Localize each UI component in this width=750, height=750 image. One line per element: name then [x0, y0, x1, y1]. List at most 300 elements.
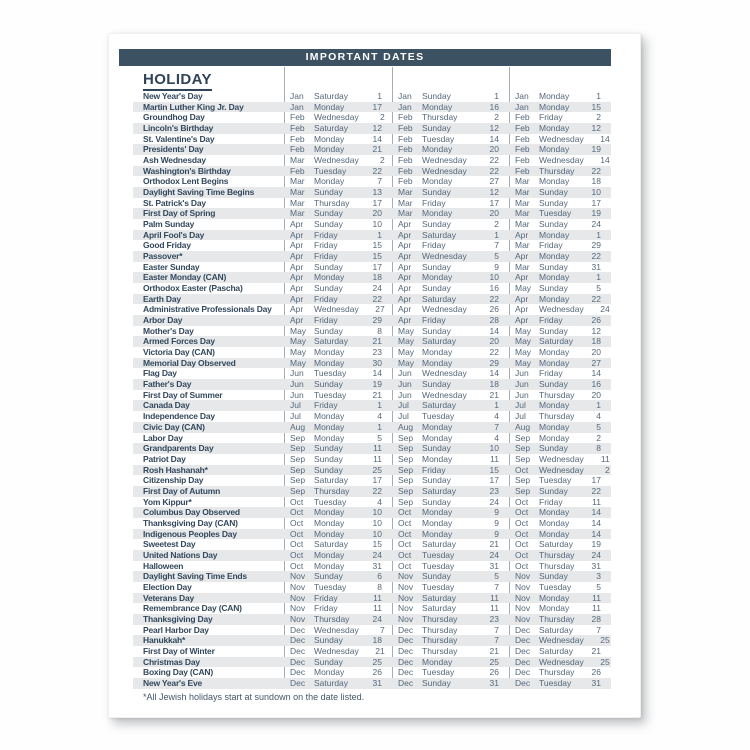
- table-row: [133, 422, 611, 433]
- table-row: [133, 657, 611, 668]
- month-abbrev: Sep: [398, 432, 414, 443]
- date-column-2: [392, 112, 509, 123]
- date-column-2: [392, 315, 509, 326]
- date-number: 31: [489, 560, 499, 571]
- date-column-3: [509, 262, 611, 273]
- weekday: Monday: [422, 208, 453, 219]
- weekday: Friday: [539, 240, 563, 251]
- month-abbrev: Apr: [398, 304, 412, 315]
- month-abbrev: Oct: [398, 539, 412, 550]
- date-column-2: [392, 635, 509, 646]
- date-column-1: [284, 529, 392, 540]
- date-column-1: [284, 272, 392, 283]
- date-column-2: [392, 347, 509, 358]
- date-column-2: [392, 443, 509, 454]
- holiday-name: Sweetest Day: [143, 539, 196, 550]
- month-abbrev: Dec: [398, 645, 414, 656]
- date-number: 22: [489, 347, 499, 358]
- weekday: Sunday: [422, 187, 451, 198]
- weekday: Tuesday: [422, 581, 455, 592]
- date-column-2: [392, 91, 509, 102]
- weekday: Friday: [422, 315, 446, 326]
- month-abbrev: Feb: [398, 112, 413, 123]
- table-row: [133, 155, 611, 166]
- weekday: Friday: [539, 112, 563, 123]
- date-number: 9: [494, 517, 499, 528]
- table-row: [133, 614, 611, 625]
- holiday-name: United Nations Day: [143, 549, 218, 560]
- month-abbrev: Apr: [398, 315, 412, 326]
- weekday: Sunday: [314, 656, 343, 667]
- weekday: Friday: [314, 240, 338, 251]
- date-number: 11: [373, 443, 382, 454]
- month-abbrev: Dec: [515, 645, 531, 656]
- table-row: [133, 102, 611, 113]
- date-number: 18: [372, 635, 382, 646]
- holiday-name: Easter Sunday: [143, 261, 200, 272]
- month-abbrev: Jul: [398, 400, 409, 411]
- month-abbrev: Sep: [290, 464, 306, 475]
- date-column-2: [392, 657, 509, 668]
- weekday: Sunday: [539, 261, 568, 272]
- month-abbrev: Nov: [515, 613, 531, 624]
- date-number: 7: [494, 240, 499, 251]
- date-number: 3: [596, 571, 601, 582]
- weekday: Wednesday: [539, 464, 584, 475]
- holiday-name: Palm Sunday: [143, 219, 195, 230]
- date-number: 19: [372, 379, 382, 390]
- date-column-2: [392, 144, 509, 155]
- holiday-name: Thanksgiving Day: [143, 613, 213, 624]
- date-column-3: [509, 422, 611, 433]
- weekday: Monday: [314, 528, 345, 539]
- date-column-3: [509, 571, 611, 582]
- date-column-2: [392, 219, 509, 230]
- month-abbrev: Nov: [398, 592, 414, 603]
- holiday-name: Indigenous Peoples Day: [143, 528, 237, 539]
- month-abbrev: Sep: [515, 443, 531, 454]
- date-column-1: [284, 240, 392, 251]
- table-row: [133, 550, 611, 561]
- weekday: Saturday: [422, 293, 457, 304]
- date-number: 2: [596, 432, 601, 443]
- date-column-2: [392, 400, 509, 411]
- date-number: 23: [489, 485, 499, 496]
- weekday: Monday: [422, 347, 453, 358]
- date-column-3: [509, 667, 611, 678]
- date-number: 11: [592, 603, 601, 614]
- date-number: 1: [377, 229, 382, 240]
- date-number: 1: [494, 91, 499, 101]
- holiday-name: Arbor Day: [143, 315, 183, 326]
- weekday: Sunday: [539, 379, 568, 390]
- weekday: Monday: [539, 347, 570, 358]
- holiday-name: Election Day: [143, 581, 192, 592]
- holiday-name: Easter Monday (CAN): [143, 272, 227, 283]
- date-number: 19: [591, 539, 601, 550]
- holiday-name: Orthodox Easter (Pascha): [143, 283, 243, 294]
- month-abbrev: Nov: [515, 571, 531, 582]
- table-row: [133, 315, 611, 326]
- date-number: 31: [489, 677, 499, 688]
- date-column-1: [284, 134, 392, 145]
- month-abbrev: Dec: [290, 624, 306, 635]
- weekday: Sunday: [314, 635, 343, 646]
- weekday: Tuesday: [422, 133, 455, 144]
- date-column-2: [392, 422, 509, 433]
- weekday: Sunday: [422, 283, 451, 294]
- weekday: Monday: [422, 517, 453, 528]
- weekday: Sunday: [539, 219, 568, 230]
- weekday: Monday: [539, 528, 570, 539]
- month-abbrev: Aug: [290, 421, 306, 432]
- table-row: [133, 678, 611, 689]
- date-number: 8: [596, 443, 601, 454]
- date-column-1: [284, 635, 392, 646]
- month-abbrev: Jun: [290, 389, 304, 400]
- month-abbrev: Sep: [398, 453, 414, 464]
- date-number: 14: [372, 133, 382, 144]
- holiday-name: Armed Forces Day: [143, 336, 215, 347]
- weekday: Thursday: [539, 389, 575, 400]
- date-column-2: [392, 571, 509, 582]
- weekday: Thursday: [422, 613, 458, 624]
- date-number: 19: [591, 208, 601, 219]
- date-number: 21: [489, 389, 499, 400]
- date-number: 4: [596, 411, 601, 422]
- date-number: 17: [372, 197, 382, 208]
- weekday: Saturday: [314, 677, 349, 688]
- date-number: 22: [591, 251, 601, 262]
- date-column-3: [509, 411, 611, 422]
- month-abbrev: Apr: [398, 293, 412, 304]
- date-column-3: [509, 646, 611, 657]
- month-abbrev: Feb: [515, 144, 530, 155]
- month-abbrev: Sep: [515, 453, 531, 464]
- date-number: 12: [591, 325, 601, 336]
- date-column-2: [392, 304, 509, 315]
- date-column-1: [284, 283, 392, 294]
- date-number: 5: [596, 581, 601, 592]
- weekday: Monday: [539, 293, 570, 304]
- date-column-3: [509, 336, 611, 347]
- date-number: 14: [489, 368, 499, 379]
- date-number: 25: [372, 656, 382, 667]
- date-column-1: [284, 219, 392, 230]
- weekday: Monday: [422, 453, 453, 464]
- date-column-2: [392, 390, 509, 401]
- weekday: Sunday: [314, 208, 343, 219]
- month-abbrev: Oct: [515, 496, 529, 507]
- date-number: 2: [596, 112, 601, 123]
- date-number: 1: [596, 272, 601, 283]
- table-row: [133, 219, 611, 230]
- date-number: 18: [591, 336, 601, 347]
- date-number: 17: [489, 197, 499, 208]
- table-row: [133, 603, 611, 614]
- date-number: 31: [591, 677, 601, 688]
- weekday: Thursday: [422, 635, 458, 646]
- weekday: Saturday: [422, 485, 457, 496]
- date-column-2: [392, 176, 509, 187]
- holiday-name: Good Friday: [143, 240, 191, 251]
- weekday: Monday: [539, 176, 570, 187]
- weekday: Friday: [314, 251, 338, 262]
- weekday: Monday: [422, 432, 453, 443]
- date-column-3: [509, 240, 611, 251]
- date-number: 2: [494, 219, 499, 230]
- date-column-2: [392, 134, 509, 145]
- date-number: 15: [372, 251, 382, 262]
- month-abbrev: Sep: [398, 485, 414, 496]
- date-column-3: [509, 657, 611, 668]
- weekday: Sunday: [314, 187, 343, 198]
- month-abbrev: Nov: [290, 571, 306, 582]
- date-column-2: [392, 507, 509, 518]
- holiday-name: Groundhog Day: [143, 112, 205, 123]
- table-row: [133, 507, 611, 518]
- weekday: Monday: [314, 560, 345, 571]
- weekday: Wednesday: [314, 645, 359, 656]
- month-abbrev: Aug: [398, 421, 414, 432]
- month-abbrev: Nov: [515, 592, 531, 603]
- date-number: 2: [494, 112, 499, 123]
- date-number: 7: [494, 624, 499, 635]
- date-column-1: [284, 262, 392, 273]
- weekday: Monday: [422, 101, 453, 112]
- month-abbrev: Apr: [515, 304, 529, 315]
- month-abbrev: Nov: [290, 613, 306, 624]
- weekday: Sunday: [422, 443, 451, 454]
- date-column-1: [284, 123, 392, 134]
- weekday: Friday: [314, 592, 338, 603]
- date-number: 24: [591, 549, 601, 560]
- date-column-1: [284, 646, 392, 657]
- date-number: 30: [372, 357, 382, 368]
- date-column-3: [509, 625, 611, 636]
- month-abbrev: Mar: [290, 176, 305, 187]
- weekday: Monday: [422, 357, 453, 368]
- date-column-1: [284, 625, 392, 636]
- weekday: Saturday: [314, 91, 349, 101]
- date-column-2: [392, 486, 509, 497]
- weekday: Wednesday: [422, 155, 467, 166]
- weekday: Tuesday: [539, 677, 572, 688]
- date-column-1: [284, 422, 392, 433]
- weekday: Wednesday: [539, 133, 584, 144]
- date-number: 1: [377, 91, 382, 101]
- month-abbrev: Feb: [398, 144, 413, 155]
- month-abbrev: Jan: [515, 101, 529, 112]
- date-number: 10: [372, 219, 382, 230]
- date-number: 17: [489, 475, 499, 486]
- date-number: 21: [375, 645, 385, 656]
- weekday: Monday: [314, 411, 345, 422]
- weekday: Saturday: [314, 539, 349, 550]
- weekday: Friday: [422, 464, 446, 475]
- date-number: 10: [372, 517, 382, 528]
- weekday: Friday: [422, 240, 446, 251]
- table-row: [133, 379, 611, 390]
- table-row: [133, 347, 611, 358]
- date-number: 12: [372, 123, 382, 134]
- date-column-1: [284, 518, 392, 529]
- date-number: 5: [494, 571, 499, 582]
- date-number: 14: [489, 325, 499, 336]
- weekday: Monday: [539, 400, 570, 411]
- date-column-1: [284, 475, 392, 486]
- date-column-2: [392, 539, 509, 550]
- month-abbrev: Sep: [515, 432, 531, 443]
- date-column-2: [392, 123, 509, 134]
- month-abbrev: Oct: [398, 560, 412, 571]
- month-abbrev: Jun: [515, 389, 529, 400]
- weekday: Tuesday: [539, 475, 572, 486]
- date-number: 31: [372, 677, 382, 688]
- date-column-2: [392, 582, 509, 593]
- holiday-name: Veterans Day: [143, 592, 194, 603]
- date-number: 8: [377, 581, 382, 592]
- month-abbrev: Oct: [515, 539, 529, 550]
- month-abbrev: Sep: [290, 485, 306, 496]
- month-abbrev: Nov: [398, 603, 414, 614]
- month-abbrev: May: [398, 336, 415, 347]
- month-abbrev: May: [515, 283, 532, 294]
- weekday: Sunday: [314, 464, 343, 475]
- date-column-1: [284, 315, 392, 326]
- month-abbrev: Oct: [398, 528, 412, 539]
- date-column-3: [509, 475, 611, 486]
- weekday: Monday: [539, 123, 570, 134]
- date-column-2: [392, 614, 509, 625]
- date-number: 24: [591, 219, 601, 230]
- month-abbrev: May: [290, 336, 307, 347]
- date-column-2: [392, 465, 509, 476]
- month-abbrev: Mar: [398, 187, 413, 198]
- date-column-3: [509, 187, 611, 198]
- weekday: Monday: [314, 176, 345, 187]
- date-number: 17: [591, 197, 601, 208]
- date-column-2: [392, 379, 509, 390]
- date-column-2: [392, 593, 509, 604]
- date-column-2: [392, 529, 509, 540]
- weekday: Thursday: [539, 667, 575, 678]
- date-column-3: [509, 166, 611, 177]
- date-column-3: [509, 614, 611, 625]
- date-number: 14: [591, 528, 601, 539]
- month-abbrev: Oct: [290, 549, 304, 560]
- date-column-2: [392, 646, 509, 657]
- month-abbrev: Apr: [290, 304, 304, 315]
- month-abbrev: Oct: [515, 517, 529, 528]
- date-number: 29: [591, 240, 601, 251]
- month-abbrev: Jul: [398, 411, 409, 422]
- table-row: [133, 625, 611, 636]
- date-column-2: [392, 336, 509, 347]
- weekday: Wednesday: [422, 304, 467, 315]
- date-column-2: [392, 187, 509, 198]
- date-number: 4: [494, 432, 499, 443]
- date-column-1: [284, 539, 392, 550]
- date-column-3: [509, 390, 611, 401]
- holiday-name: Mother's Day: [143, 325, 194, 336]
- date-column-2: [392, 411, 509, 422]
- date-column-1: [284, 561, 392, 572]
- date-column-1: [284, 582, 392, 593]
- month-abbrev: Dec: [515, 656, 531, 667]
- date-column-1: [284, 230, 392, 241]
- month-abbrev: Jun: [398, 379, 412, 390]
- month-abbrev: Mar: [290, 197, 305, 208]
- table-row: [133, 208, 611, 219]
- weekday: Monday: [539, 592, 570, 603]
- holiday-name: Columbus Day Observed: [143, 507, 240, 518]
- month-abbrev: Dec: [290, 656, 306, 667]
- weekday: Tuesday: [422, 667, 455, 678]
- month-abbrev: Oct: [398, 549, 412, 560]
- month-abbrev: Feb: [290, 133, 305, 144]
- table-row: [133, 262, 611, 273]
- holiday-name: Independence Day: [143, 411, 215, 422]
- date-number: 12: [489, 187, 499, 198]
- weekday: Monday: [314, 507, 345, 518]
- month-abbrev: Nov: [398, 571, 414, 582]
- month-abbrev: May: [290, 325, 307, 336]
- holiday-name: Thanksgiving Day (CAN): [143, 517, 238, 528]
- weekday: Wednesday: [422, 368, 467, 379]
- date-column-3: [509, 529, 611, 540]
- month-abbrev: Nov: [290, 581, 306, 592]
- month-abbrev: Apr: [398, 219, 412, 230]
- weekday: Monday: [539, 272, 570, 283]
- date-column-2: [392, 454, 509, 465]
- date-column-2: [392, 603, 509, 614]
- weekday: Monday: [422, 528, 453, 539]
- table-row: [133, 433, 611, 444]
- date-number: 11: [373, 453, 382, 464]
- date-column-1: [284, 102, 392, 113]
- date-number: 10: [372, 507, 382, 518]
- weekday: Friday: [539, 315, 563, 326]
- weekday: Wednesday: [314, 624, 359, 635]
- date-number: 18: [489, 379, 499, 390]
- date-number: 7: [494, 421, 499, 432]
- date-number: 16: [489, 101, 499, 112]
- table-row: [133, 123, 611, 134]
- date-number: 16: [489, 283, 499, 294]
- date-column-3: [509, 326, 611, 337]
- holiday-name: Administrative Professionals Day: [143, 304, 272, 315]
- month-abbrev: Oct: [398, 517, 412, 528]
- month-abbrev: Feb: [398, 155, 413, 166]
- month-abbrev: May: [290, 347, 307, 358]
- date-number: 22: [489, 165, 499, 176]
- weekday: Sunday: [422, 379, 451, 390]
- date-number: 14: [600, 133, 610, 144]
- table-row: [133, 134, 611, 145]
- date-number: 11: [592, 496, 601, 507]
- date-number: 31: [591, 560, 601, 571]
- month-abbrev: Apr: [290, 219, 304, 230]
- date-column-3: [509, 635, 611, 646]
- date-number: 10: [489, 443, 499, 454]
- month-abbrev: Feb: [398, 133, 413, 144]
- date-column-1: [284, 347, 392, 358]
- holiday-name: Daylight Saving Time Ends: [143, 571, 247, 582]
- table-row: [133, 112, 611, 123]
- month-abbrev: Jun: [398, 368, 412, 379]
- month-abbrev: Feb: [515, 123, 530, 134]
